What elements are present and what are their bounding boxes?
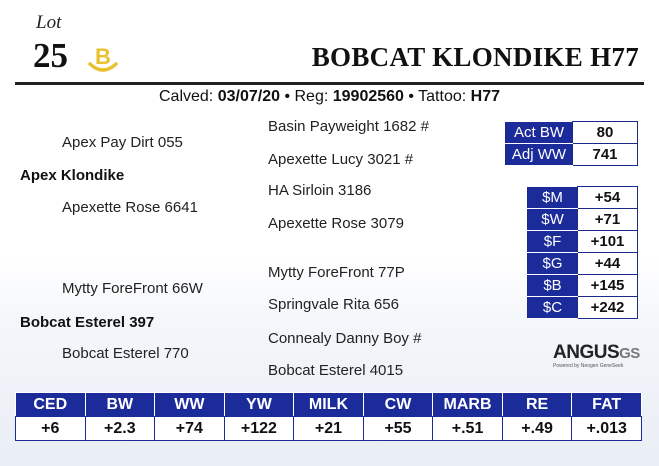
pedigree-sire-dam-dam: Apexette Rose 3079 xyxy=(268,215,404,232)
tattoo-label: Tattoo: xyxy=(418,88,467,105)
weight-value: 80 xyxy=(573,122,638,144)
animal-name: BOBCAT KLONDIKE H77 xyxy=(311,42,639,72)
epd-value: +55 xyxy=(363,417,433,441)
pedigree-dam-sire-dam: Springvale Rita 656 xyxy=(268,296,399,313)
pedigree-sire-sire-sire: Basin Payweight 1682 # xyxy=(268,118,429,135)
weights-table xyxy=(505,121,638,166)
pedigree-sire-dam-sire: HA Sirloin 3186 xyxy=(268,182,372,199)
pedigree-sire-sire: Apex Pay Dirt 055 xyxy=(62,134,183,151)
index-label: $W xyxy=(528,209,578,231)
pedigree-dam-dam-sire: Connealy Danny Boy # xyxy=(268,330,422,347)
index-row xyxy=(528,209,638,231)
epd-header: WW xyxy=(155,393,225,417)
logo-name: ANGUS xyxy=(553,342,620,363)
weight-row xyxy=(506,144,638,166)
epd-header: CW xyxy=(363,393,433,417)
weight-label: Adj WW xyxy=(506,144,573,166)
epd-header-row xyxy=(16,393,642,417)
angus-gs-logo xyxy=(553,342,640,377)
index-row xyxy=(528,275,638,297)
svg-text:B: B xyxy=(95,44,111,69)
lot-word: Lot xyxy=(36,12,62,33)
pedigree-dam-dam-dam: Bobcat Esterel 4015 xyxy=(268,362,404,379)
pedigree-sire-sire-dam: Apexette Lucy 3021 # xyxy=(268,151,414,168)
index-row xyxy=(528,187,638,209)
pedigree-sire: Apex Klondike xyxy=(20,167,125,184)
pedigree-dam: Bobcat Esterel 397 xyxy=(20,314,155,331)
epd-value: +21 xyxy=(294,417,364,441)
epd-header: YW xyxy=(224,393,294,417)
index-row xyxy=(528,297,638,319)
epd-value: +74 xyxy=(155,417,225,441)
registration-line xyxy=(0,88,659,106)
epd-value: +.49 xyxy=(502,417,572,441)
pedigree-sire-dam: Apexette Rose 6641 xyxy=(62,199,198,216)
header-divider xyxy=(15,82,644,85)
epd-value: +.51 xyxy=(433,417,503,441)
index-label: $F xyxy=(528,231,578,253)
index-label: $C xyxy=(528,297,578,319)
index-table xyxy=(527,186,638,319)
index-label: $B xyxy=(528,275,578,297)
weight-value: 741 xyxy=(573,144,638,166)
weight-row xyxy=(506,122,638,144)
index-value: +145 xyxy=(578,275,638,297)
index-value: +44 xyxy=(578,253,638,275)
lot-number: 25 xyxy=(33,36,68,75)
index-row xyxy=(528,231,638,253)
epd-table xyxy=(15,392,642,441)
calved-label: Calved: xyxy=(159,88,214,105)
b-brand-logo-icon xyxy=(86,40,120,78)
index-row xyxy=(528,253,638,275)
index-value: +101 xyxy=(578,231,638,253)
separator: • xyxy=(284,88,291,105)
epd-header: RE xyxy=(502,393,572,417)
epd-value: +2.3 xyxy=(85,417,155,441)
epd-value: +122 xyxy=(224,417,294,441)
reg-number: 19902560 xyxy=(332,88,404,105)
index-value: +54 xyxy=(578,187,638,209)
index-value: +242 xyxy=(578,297,638,319)
epd-header: BW xyxy=(85,393,155,417)
epd-header: FAT xyxy=(572,393,642,417)
pedigree-dam-sire: Mytty ForeFront 66W xyxy=(62,280,203,297)
epd-value-row xyxy=(16,417,642,441)
logo-tagline: Powered by Neogen GeneSeek xyxy=(553,363,624,369)
pedigree-dam-sire-sire: Mytty ForeFront 77P xyxy=(268,264,405,281)
index-value: +71 xyxy=(578,209,638,231)
logo-suffix: GS xyxy=(619,345,640,362)
epd-header: MARB xyxy=(433,393,503,417)
tattoo-value: H77 xyxy=(470,88,500,105)
pedigree-dam-dam: Bobcat Esterel 770 xyxy=(62,345,189,362)
index-label: $M xyxy=(528,187,578,209)
epd-value: +.013 xyxy=(572,417,642,441)
reg-label: Reg: xyxy=(294,88,329,105)
epd-header: MILK xyxy=(294,393,364,417)
index-label: $G xyxy=(528,253,578,275)
epd-value: +6 xyxy=(16,417,86,441)
epd-header: CED xyxy=(16,393,86,417)
weight-label: Act BW xyxy=(506,122,573,144)
separator: • xyxy=(408,88,414,105)
calved-date: 03/07/20 xyxy=(217,88,280,105)
